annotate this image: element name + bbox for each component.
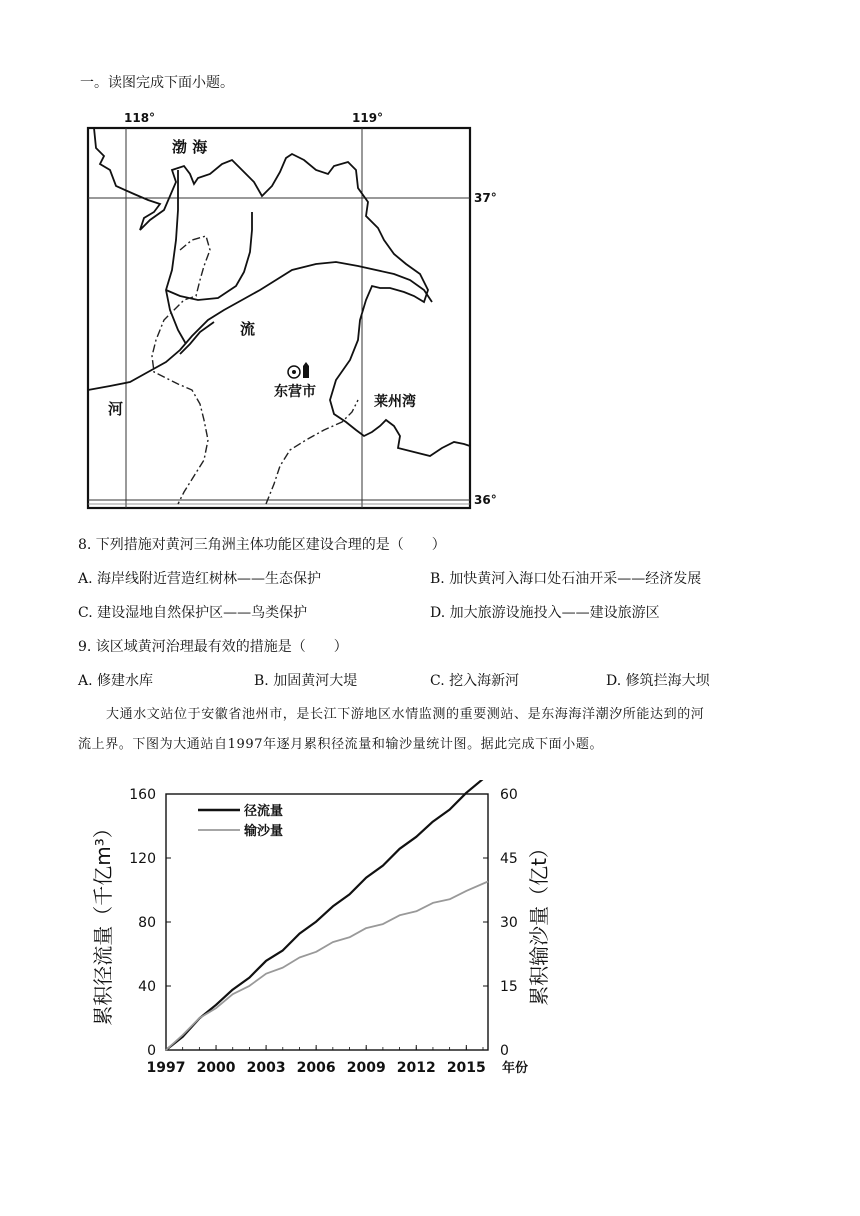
- yellow-river-north-bank: [88, 262, 432, 390]
- passage-line-2: 流上界。下图为大通站自1997年逐月累积径流量和输沙量统计图。据此完成下面小题。: [78, 737, 604, 752]
- q8-option-c: C. 建设湿地自然保护区——鸟类保护: [78, 605, 308, 621]
- yellow-river-delta-map: [80, 100, 520, 520]
- x-tick-label: 2012: [396, 1060, 436, 1076]
- label-laizhou-bay: 莱州湾: [374, 394, 416, 410]
- x-tick-label: 2009: [346, 1060, 386, 1076]
- y-left-tick-label: 80: [138, 915, 156, 931]
- q9-option-a: A. 修建水库: [78, 673, 154, 689]
- legend-label: 输沙量: [244, 824, 284, 839]
- y-right-tick-label: 15: [500, 979, 518, 995]
- y-left-tick-label: 0: [147, 1043, 156, 1059]
- q9-option-c: C. 挖入海新河: [430, 673, 520, 689]
- lon-label-119: 119°: [352, 111, 384, 125]
- y-left-tick-label: 120: [129, 851, 156, 867]
- y-right-tick-label: 30: [500, 915, 518, 931]
- x-tick-label: 2006: [296, 1060, 336, 1076]
- y-left-tick-label: 160: [129, 787, 156, 803]
- x-axis-label: 年份: [502, 1061, 529, 1076]
- question-9-stem: 9. 该区域黄河治理最有效的措施是（ ）: [78, 639, 348, 655]
- lon-label-118: 118°: [124, 111, 156, 125]
- lat-label-37: 37°: [474, 191, 497, 205]
- label-river-liu: 流: [240, 320, 256, 338]
- question-8-stem: 8. 下列措施对黄河三角洲主体功能区建设合理的是（ ）: [78, 537, 446, 553]
- y-right-tick-label: 0: [500, 1043, 509, 1059]
- passage-line-1: 大通水文站位于安徽省池州市，是长江下游地区水情监测的重要测站、是东海海洋潮汐所能达到的河: [106, 707, 705, 722]
- label-bohai: 渤 海: [172, 138, 208, 156]
- x-tick-label: 2015: [446, 1060, 486, 1076]
- city-symbol-inner: [292, 370, 296, 374]
- y-right-tick-label: 45: [500, 851, 518, 867]
- y-right-tick-label: 60: [500, 787, 518, 803]
- y-left-axis-label: 累积径流量（千亿m³）: [91, 818, 115, 1026]
- yellow-river-south-bank: [180, 322, 214, 354]
- y-left-tick-label: 40: [138, 979, 156, 995]
- x-tick-label: 2000: [196, 1060, 236, 1076]
- series-line-sediment: [166, 882, 488, 1051]
- label-river-he: 河: [108, 400, 124, 418]
- old-channel-2: [166, 212, 252, 300]
- boundary-south: [266, 400, 358, 504]
- q8-option-b: B. 加快黄河入海口处石油开采——经济发展: [430, 571, 702, 587]
- plot-frame: [166, 794, 488, 1050]
- lat-label-36: 36°: [474, 493, 497, 507]
- y-right-axis-label: 累积输沙量（亿t）: [527, 838, 551, 1006]
- q8-option-d: D. 加大旅游设施投入——建设旅游区: [430, 605, 660, 621]
- legend-label: 径流量: [244, 804, 284, 819]
- label-dongying: 东营市: [274, 384, 316, 400]
- cumulative-runoff-sediment-chart: [80, 780, 560, 1090]
- x-tick-label: 2003: [246, 1060, 286, 1076]
- q9-option-d: D. 修筑拦海大坝: [606, 673, 710, 689]
- q8-option-a: A. 海岸线附近营造红树林——生态保护: [78, 571, 322, 587]
- boundary-west: [152, 236, 210, 504]
- section-heading: 一。读图完成下面小题。: [80, 75, 234, 91]
- x-tick-label: 1997: [146, 1060, 186, 1076]
- q9-option-b: B. 加固黄河大堤: [254, 673, 358, 689]
- oil-derrick-icon: [303, 362, 309, 378]
